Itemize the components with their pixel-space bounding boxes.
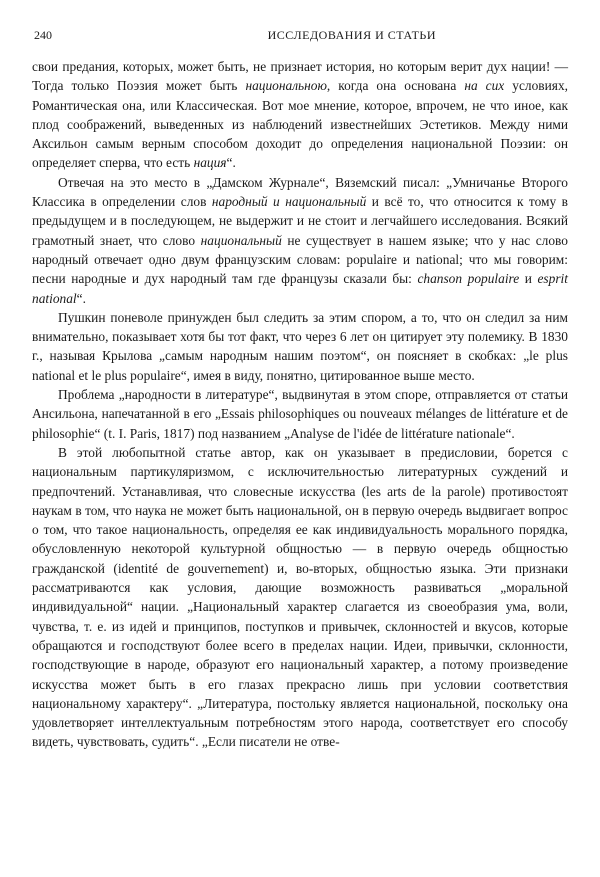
text-run: не существует в нашем языке; что у нас слово народный отвечает одно двум французским словам: populaire и national; что мы говорим: песни народные и дух народный там где французы сказали бы: [32, 232, 568, 287]
emphasized-text: национальный [200, 232, 282, 248]
page-number: 240 [34, 28, 52, 42]
page-header [32, 28, 568, 43]
text-run: “. [76, 290, 86, 306]
text-run: Проблема „народности в литературе“, выдвинутая в этом споре, отправляется от статьи Ансильона, напечатанной в его „Essais philosophiques ou nouveaux mélanges de littérature et de philosophie“ (t. I. Paris, 1817) под названием „Analyse de l'idée de littérature nationale“. [32, 387, 568, 441]
text-run: “. [226, 155, 236, 171]
text-run: Отвечая на это место в „Дамском Журнале“, Вяземский писал: „Умничанье Второго Классика в определении слов [32, 174, 568, 210]
paragraph [32, 57, 568, 173]
paragraph [32, 308, 568, 385]
emphasized-text: народный и национальный [211, 194, 367, 210]
text-run: условиях, Романтическая она, или Классическая. Вот мое мнение, которое, впрочем, не что иное, как плод соображений, выведенных из наблюдений известнейших Эстетиков. Между ними Аксильон самым верным способом доходит до определения национальной Поэзии: он определяет сперва, что есть [32, 78, 568, 171]
text-run: и [519, 271, 538, 287]
text-run: Пушкин поневоле принужден был следить за этим спором, а то, что он следил за ним внимательно, показывает хотя бы тот факт, что через 6 лет он цитирует эту полемику. В 1830 г., называя Крылова „самым народным нашим поэтом“, он поясняет в скобках: „le plus national et le plus populaire“, имея в виду, понятно, цитированное выше место. [32, 309, 568, 383]
text-run: В этой любопытной статье автор, как он указывает в предисловии, борется с национальным партикуляризмом, с исключительностью литературных суждений и предпочтений. Устанавливая, что словесные искусства (les arts de la parole) противостоят наукам в том, что наука не может быть национальной, он в первую очередь выдвигает вопрос о том, что такое национальность, определяя ее как индивидуальность морального порядка, обусловленную некоторой культурной общностью — в первую очередь общностью гражданской (identité de gouvernement) и, во-вторых, общностью языка. Эти признаки рассматриваются как условия, дающие возможность развиваться „моральной индивидуальной“ нации. „Национальный характер слагается из своеобразия ума, воли, чувства, т. е. из идей и принципов, поступков и привычек, склонностей и вкусов, которые обращаются и господствуют более всего в пределах нации. Идеи, привычки, склонности, господствующие в народе, образуют его национальный характер, а потому произведение искусства может быть в его глазах прекрасно лишь при условии соответствия национальному характеру“. „Литература, постольку является национальной, поскольку она удовлетворяет интеллектуальным потребностям этого народа, соответствует его способу видеть, чувствовать, судить“. „Если писатели не отве- [32, 444, 568, 750]
paragraph [32, 443, 568, 752]
text-run: , когда она основана [326, 78, 465, 94]
paragraph [32, 173, 568, 308]
page-body [32, 57, 568, 752]
text-run: свои предания, которых, может быть, не признает история, но которым верит дух нации! — Тогда только Поэзия может быть [32, 59, 568, 94]
emphasized-text: chanson populaire [417, 271, 520, 287]
text-run: и всё то, что относится к тому в предыдущем и в последующем, не выдержит и не стоит и легчайшего исследования. Всякий грамотный знает, что слово [32, 194, 568, 248]
emphasized-text: на сих [464, 78, 505, 94]
emphasized-text: esprit national [32, 271, 568, 306]
emphasized-text: нация [193, 155, 227, 171]
emphasized-text: национальною [245, 78, 327, 94]
paragraph [32, 385, 568, 443]
book-page [32, 28, 568, 752]
running-title: ИССЛЕДОВАНИЯ И СТАТЬИ [267, 28, 436, 42]
